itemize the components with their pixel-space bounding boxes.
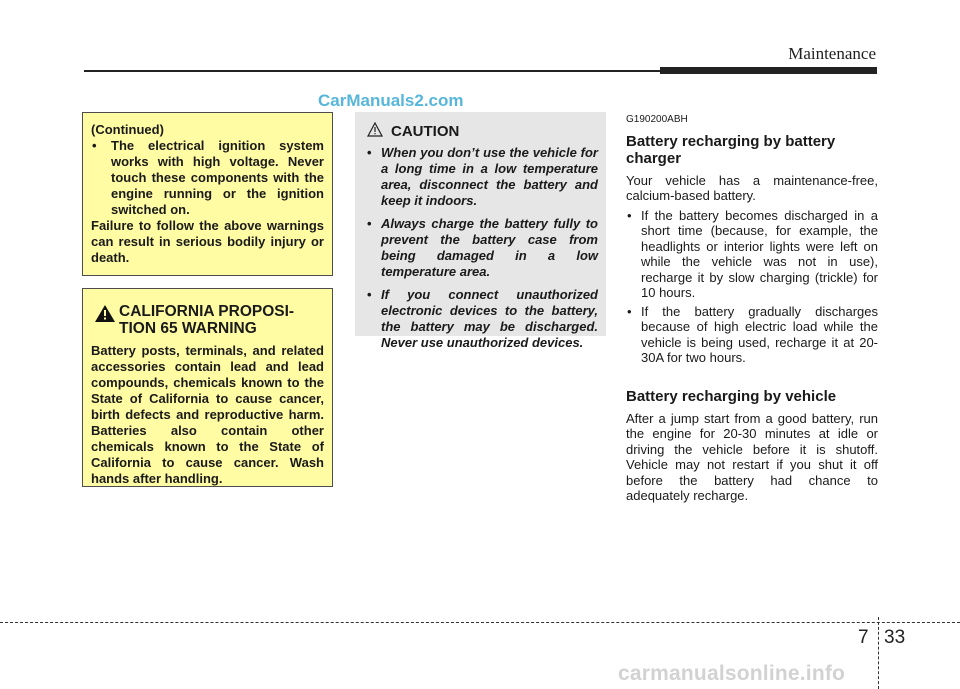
california-text: Battery posts, terminals, and related accessories contain lead and lead compounds, chemicals known to the State of California to cause cancer, birth defects and reproductive harm. Batteries also contain other chemicals known to the State of California to cause cancer. Wash hands after handling.	[91, 343, 324, 486]
header-rule-thick	[660, 67, 877, 74]
section-code: G190200ABH	[626, 114, 688, 125]
continued-text: Failure to follow the above warnings can result in serious bodily injury or death.	[91, 218, 324, 265]
vehicle-heading: Battery recharging by vehicle	[626, 387, 837, 405]
watermark-bottom: carmanualsonline.info	[618, 662, 846, 685]
page-number: 33	[884, 627, 906, 648]
california-title-line1: CALIFORNIA PROPOSI-	[119, 303, 295, 320]
charger-intro: Your vehicle has a maintenance-free, calcium-based battery.	[626, 172, 878, 203]
chapter-number: 7	[858, 627, 869, 648]
caution-triangle-icon	[367, 122, 383, 141]
charger-heading: Battery recharging by battery charger	[626, 132, 836, 167]
caution-title: CAUTION	[391, 122, 460, 140]
section-title: Maintenance	[788, 44, 876, 63]
california-title	[91, 303, 324, 337]
watermark-top: CarManuals2.com	[318, 91, 464, 110]
continued-bullet: • The electrical ignition system works with high voltage. Never touch these components with the engine running or the ignition switched on.	[91, 138, 324, 218]
charger-bullet: • If the battery gradually discharges because of high electric load while the vehicle is being used, recharge it at 20-30A for two hours.	[626, 304, 878, 366]
caution-bullet: • If you connect unauthorized electronic devices to the battery, the battery may be discharged. Never use unauthorized devices.	[367, 287, 598, 351]
caution-box	[355, 112, 606, 350]
footer-divider	[878, 617, 879, 689]
header-rule	[84, 70, 662, 72]
california-warning-box	[82, 288, 333, 487]
caution-bullet: • When you don’t use the vehicle for a long time in a low temperature area, disconnect the battery and keep it indoors.	[367, 145, 598, 209]
vehicle-text: After a jump start from a good battery, run the engine for 20-30 minutes at idle or driving the vehicle before it is shutoff. Vehicle may not restart if you shut it off before the battery had chance to adequately recharge.	[626, 410, 878, 503]
continued-heading: (Continued)	[91, 122, 164, 137]
continued-warning-box	[82, 112, 333, 276]
caution-header	[367, 122, 598, 141]
warning-triangle-icon	[95, 305, 115, 326]
battery-recharging-section	[626, 112, 878, 508]
california-title-line2: TION 65 WARNING	[119, 320, 257, 337]
charger-bullet: • If the battery becomes discharged in a short time (because, for example, the headlights or interior lights were left on while the vehicle was not in use), recharge it by slow charging (trickle) for 10 hours.	[626, 208, 878, 301]
caution-bullet: • Always charge the battery fully to prevent the battery case from being damaged in a low temperature area.	[367, 216, 598, 280]
footer-rule	[0, 622, 960, 623]
